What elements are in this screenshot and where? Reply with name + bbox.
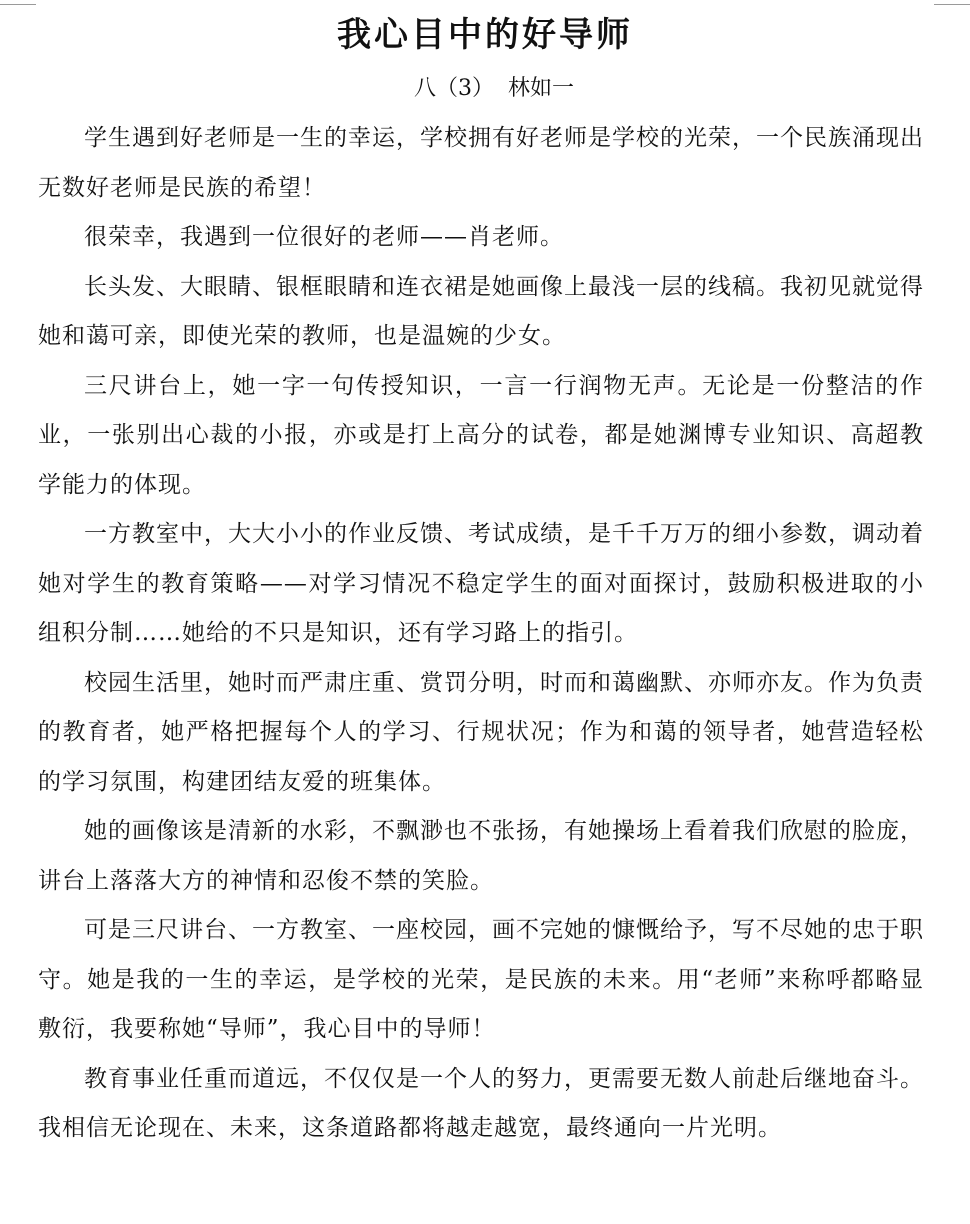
paragraph-1: 学生遇到好老师是一生的幸运，学校拥有好老师是学校的光荣，一个民族涌现出无数好老师是民族的希望！ (38, 125, 924, 201)
paragraph-8: 可是三尺讲台、一方教室、一座校园，画不完她的慷慨给予，写不尽她的忠于职守。她是我的一生的幸运，是学校的光荣，是民族的未来。用“老师”来称呼都略显敷衍，我要称她“导师”，我心目中的导师！ (38, 917, 924, 1042)
page-corner-mark-right (934, 0, 970, 5)
paragraph-2: 很荣幸，我遇到一位很好的老师——肖老师。 (84, 224, 564, 250)
page-corner-mark-left (0, 0, 36, 5)
paragraph-5: 一方教室中，大大小小的作业反馈、考试成绩，是千千万万的细小参数，调动着她对学生的教育策略——对学习情况不稳定学生的面对面探讨，鼓励积极进取的小组积分制……她给的不只是知识，还有学习路上的指引。 (38, 521, 924, 646)
paragraph-9: 教育事业任重而道远，不仅仅是一个人的努力，更需要无数人前赴后继地奋斗。我相信无论现在、未来，这条道路都将越走越宽，最终通向一片光明。 (38, 1065, 924, 1141)
essay-title: 我心目中的好导师 (337, 15, 633, 55)
paragraph-4: 三尺讲台上，她一字一句传授知识，一言一行润物无声。无论是一份整洁的作业，一张别出心裁的小报，亦或是打上高分的试卷，都是她渊博专业知识、高超教学能力的体现。 (38, 372, 924, 498)
author-byline: 八（3） 林如一 (414, 76, 574, 101)
document-page (38, 10, 924, 1154)
paragraph-3: 长头发、大眼睛、银框眼睛和连衣裙是她画像上最浅一层的线稿。我初见就觉得她和蔼可亲，即使光荣的教师，也是温婉的少女。 (38, 273, 924, 349)
paragraph-7: 她的画像该是清新的水彩，不飘渺也不张扬，有她操场上看着我们欣慰的脸庞，讲台上落落大方的神情和忍俊不禁的笑脸。 (38, 818, 924, 894)
paragraph-6: 校园生活里，她时而严肃庄重、赏罚分明，时而和蔼幽默、亦师亦友。作为负责的教育者，她严格把握每个人的学习、行规状况；作为和蔼的领导者，她营造轻松的学习氛围，构建团结友爱的班集体。 (38, 669, 924, 795)
